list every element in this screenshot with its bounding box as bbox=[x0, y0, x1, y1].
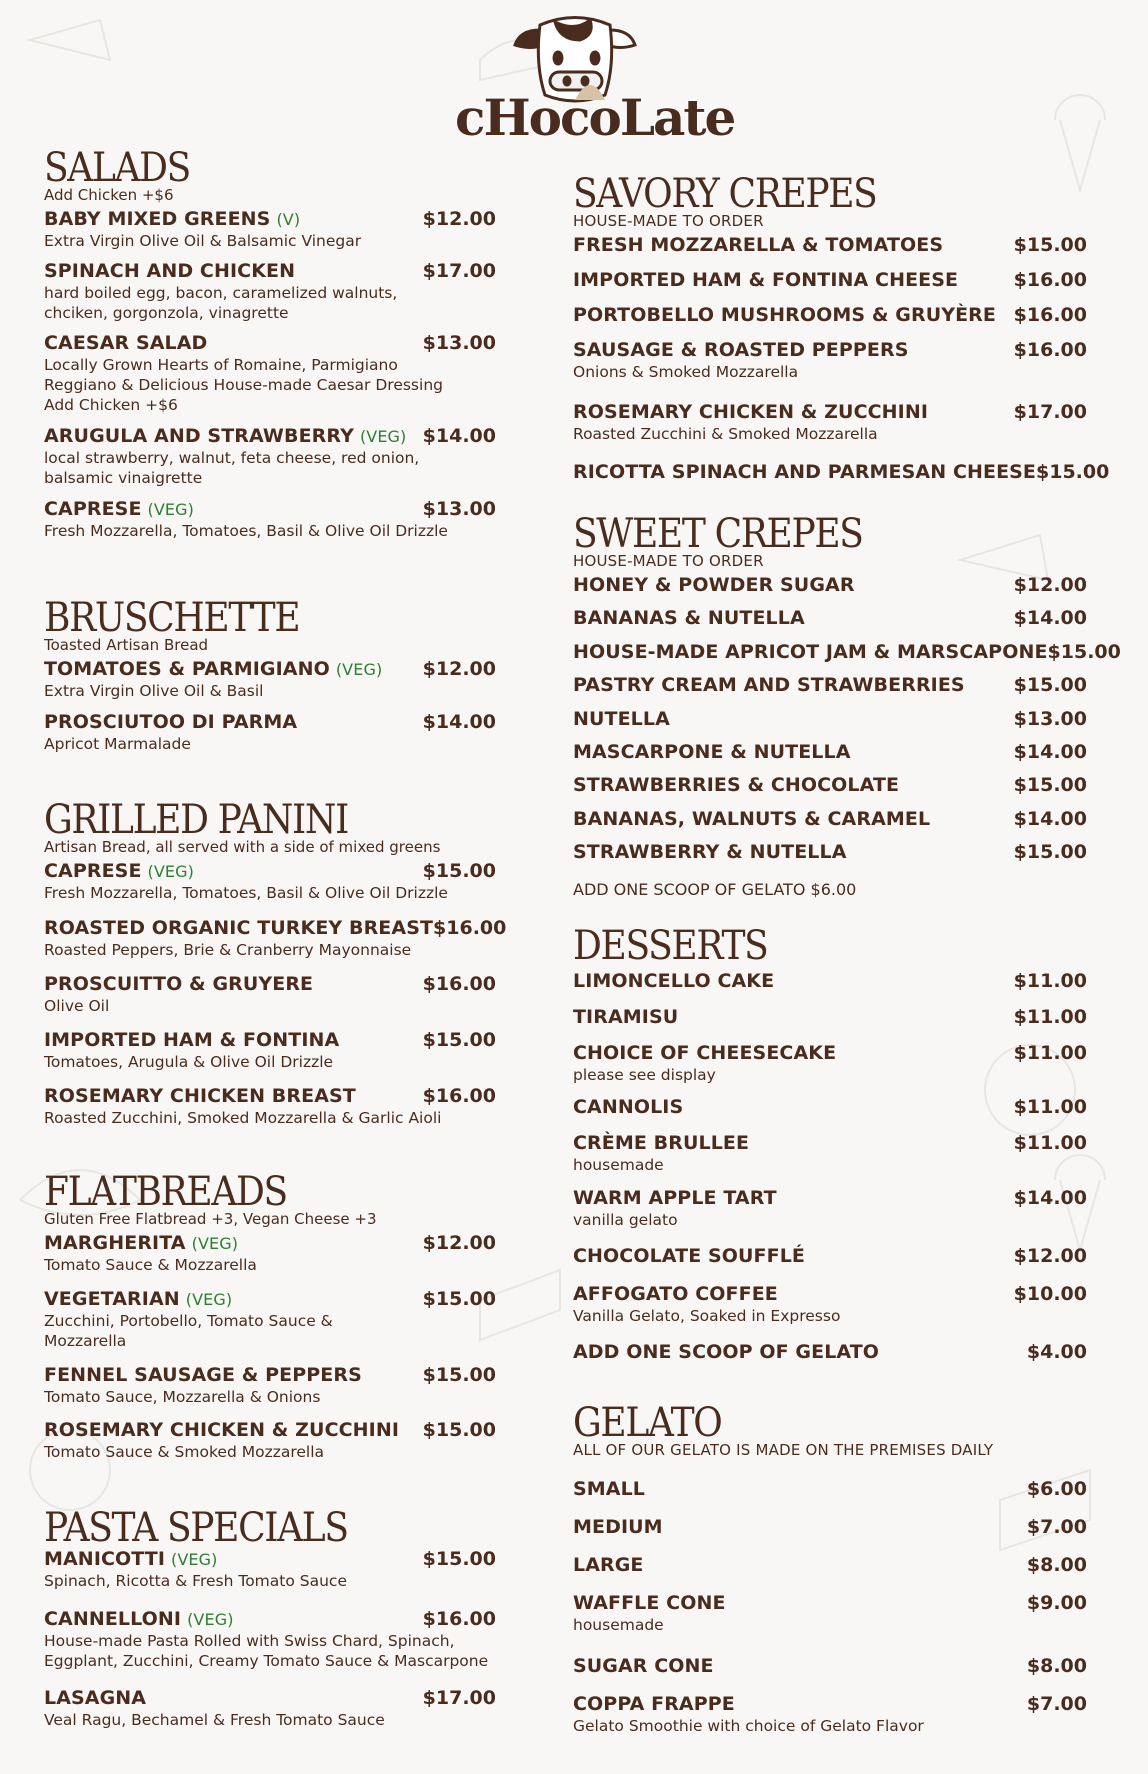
item-description-line3: Add Chicken +$6 bbox=[44, 396, 178, 414]
item-name: RICOTTA SPINACH AND PARMESAN CHEESE bbox=[573, 461, 1037, 483]
section-title: BRUSCHETTE bbox=[44, 595, 300, 641]
item-name: MASCARPONE & NUTELLA bbox=[573, 741, 851, 763]
item-name: VEGETARIAN (VEG) bbox=[44, 1288, 233, 1310]
item-description-line2: balsamic vinaigrette bbox=[44, 469, 203, 487]
section-title: FLATBREADS bbox=[44, 1169, 287, 1215]
section-subtitle: Toasted Artisan Bread bbox=[44, 636, 209, 654]
item-price: $15.00 bbox=[1036, 461, 1110, 483]
menu-item bbox=[44, 917, 507, 960]
item-description: please see display bbox=[573, 1066, 716, 1084]
panini-section bbox=[44, 797, 507, 1127]
menu-item bbox=[573, 1554, 1087, 1577]
item-price: $15.00 bbox=[422, 1288, 496, 1310]
item-price: $11.00 bbox=[1013, 1096, 1087, 1118]
item-price: $15.00 bbox=[422, 860, 496, 882]
item-description: Roasted Peppers, Brie & Cranberry Mayonnaise bbox=[44, 941, 412, 959]
menu-item bbox=[44, 1288, 496, 1351]
crepe-doodle-icon bbox=[30, 20, 110, 60]
section-subtitle: Artisan Bread, all served with a side of mixed greens bbox=[44, 838, 441, 856]
item-description: Roasted Zucchini & Smoked Mozzarella bbox=[573, 425, 878, 443]
section-title: SAVORY CREPES bbox=[573, 171, 877, 217]
item-description: Apricot Marmalade bbox=[44, 735, 191, 753]
item-name: STRAWBERRIES & CHOCOLATE bbox=[573, 774, 900, 796]
item-name: SPINACH AND CHICKEN bbox=[44, 260, 296, 282]
item-name: LASAGNA bbox=[44, 1687, 147, 1709]
item-description-line2: Reggiano & Delicious House-made Caesar Dressing bbox=[44, 376, 443, 394]
pasta-section bbox=[44, 1505, 496, 1729]
item-price: $12.00 bbox=[422, 208, 496, 230]
menu-item bbox=[573, 841, 1087, 864]
menu-item bbox=[573, 1245, 1087, 1268]
menu-item bbox=[44, 860, 496, 903]
menu-item bbox=[44, 498, 496, 541]
item-price: $6.00 bbox=[1026, 1478, 1087, 1500]
item-description: Veal Ragu, Bechamel & Fresh Tomato Sauce bbox=[44, 1711, 385, 1729]
menu-item bbox=[44, 1419, 496, 1462]
item-name: ROSEMARY CHICKEN & ZUCCHINI bbox=[573, 401, 929, 423]
menu-item bbox=[573, 708, 1087, 731]
item-price: $14.00 bbox=[1013, 741, 1087, 763]
menu-item bbox=[573, 304, 1087, 327]
item-price: $4.00 bbox=[1026, 1341, 1087, 1363]
item-price: $16.00 bbox=[1013, 269, 1087, 291]
item-price: $11.00 bbox=[1013, 1042, 1087, 1064]
item-name: IMPORTED HAM & FONTINA CHEESE bbox=[573, 269, 959, 291]
item-name: FRESH MOZZARELLA & TOMATOES bbox=[573, 234, 944, 256]
section-title: PASTA SPECIALS bbox=[44, 1505, 348, 1551]
item-name: MARGHERITA (VEG) bbox=[44, 1232, 239, 1254]
veg-tag: (VEG) bbox=[185, 1290, 233, 1309]
item-name: PROSCUITTO & GRUYERE bbox=[44, 973, 314, 995]
item-description: Tomato Sauce & Smoked Mozzarella bbox=[44, 1443, 325, 1461]
menu-item bbox=[573, 574, 1087, 597]
veg-tag: (VEG) bbox=[335, 660, 383, 679]
menu-item bbox=[44, 1232, 496, 1275]
menu-item bbox=[573, 401, 1087, 444]
item-price: $12.00 bbox=[1013, 574, 1087, 596]
item-description: Tomatoes, Arugula & Olive Oil Drizzle bbox=[44, 1053, 334, 1071]
item-price: $10.00 bbox=[1013, 1283, 1087, 1305]
item-price: $16.00 bbox=[433, 917, 507, 939]
item-description: Spinach, Ricotta & Fresh Tomato Sauce bbox=[44, 1572, 347, 1590]
item-price: $13.00 bbox=[1013, 708, 1087, 730]
menu-item bbox=[573, 607, 1087, 630]
menu-item bbox=[573, 641, 1121, 664]
item-description: Tomato Sauce, Mozzarella & Onions bbox=[44, 1388, 321, 1406]
item-description: Roasted Zucchini, Smoked Mozzarella & Garlic Aioli bbox=[44, 1109, 442, 1127]
gelato-addon-note: ADD ONE SCOOP OF GELATO $6.00 bbox=[573, 880, 857, 899]
menu-item bbox=[573, 1341, 1087, 1364]
item-price: $16.00 bbox=[422, 973, 496, 995]
item-name: PASTRY CREAM AND STRAWBERRIES bbox=[573, 674, 965, 696]
menu-item bbox=[44, 658, 496, 701]
bruschette-section bbox=[44, 595, 496, 753]
item-price: $14.00 bbox=[1013, 1187, 1087, 1209]
brand-name: cHocoLate bbox=[455, 88, 735, 147]
section-subtitle: Add Chicken +$6 bbox=[44, 186, 174, 204]
item-price: $14.00 bbox=[1013, 607, 1087, 629]
item-name: ADD ONE SCOOP OF GELATO bbox=[573, 1341, 880, 1363]
menu-item bbox=[573, 234, 1087, 257]
sweet-crepes-section bbox=[573, 511, 1121, 899]
item-name: IMPORTED HAM & FONTINA bbox=[44, 1029, 340, 1051]
section-subtitle: HOUSE-MADE TO ORDER bbox=[573, 552, 764, 570]
item-name: LIMONCELLO CAKE bbox=[573, 970, 775, 992]
item-name: BANANAS & NUTELLA bbox=[573, 607, 805, 629]
item-price: $13.00 bbox=[422, 498, 496, 520]
item-name: PORTOBELLO MUSHROOMS & GRUYÈRE bbox=[573, 304, 996, 326]
section-title: GRILLED PANINI bbox=[44, 797, 348, 843]
menu-item bbox=[573, 1478, 1087, 1501]
item-name: STRAWBERRY & NUTELLA bbox=[573, 841, 847, 863]
item-price: $8.00 bbox=[1026, 1655, 1087, 1677]
menu-item bbox=[44, 973, 496, 1016]
item-name: MANICOTTI (VEG) bbox=[44, 1548, 218, 1570]
item-description-line2: chciken, gorgonzola, vinagrette bbox=[44, 304, 289, 322]
item-price: $15.00 bbox=[1013, 674, 1087, 696]
item-price: $16.00 bbox=[1013, 339, 1087, 361]
item-name: HOUSE-MADE APRICOT JAM & MARSCAPONE bbox=[573, 641, 1048, 663]
section-title: SWEET CREPES bbox=[573, 511, 863, 557]
item-name: BABY MIXED GREENS (V) bbox=[44, 208, 301, 230]
item-price: $15.00 bbox=[1013, 841, 1087, 863]
menu-item bbox=[573, 1187, 1087, 1230]
menu-item bbox=[573, 269, 1087, 292]
menu-item bbox=[44, 260, 496, 323]
item-description: housemade bbox=[573, 1156, 664, 1174]
item-price: $17.00 bbox=[422, 1687, 496, 1709]
item-name: SMALL bbox=[573, 1478, 646, 1500]
menu-item bbox=[44, 332, 496, 415]
item-price: $14.00 bbox=[422, 711, 496, 733]
section-subtitle: ALL OF OUR GELATO IS MADE ON THE PREMISES DAILY bbox=[573, 1441, 994, 1459]
item-price: $12.00 bbox=[1013, 1245, 1087, 1267]
menu-item bbox=[44, 1687, 496, 1730]
item-description: Locally Grown Hearts of Romaine, Parmigiano bbox=[44, 356, 398, 374]
item-name: ARUGULA AND STRAWBERRY (VEG) bbox=[44, 425, 407, 447]
menu-item bbox=[44, 1608, 496, 1671]
veg-tag: (VEG) bbox=[171, 1550, 218, 1569]
item-price: $15.00 bbox=[422, 1029, 496, 1051]
menu-item bbox=[573, 1655, 1087, 1678]
item-price: $15.00 bbox=[1047, 641, 1121, 663]
item-name: LARGE bbox=[573, 1554, 644, 1576]
item-price: $12.00 bbox=[422, 1232, 496, 1254]
item-name: ROASTED ORGANIC TURKEY BREAST bbox=[44, 917, 434, 939]
item-price: $15.00 bbox=[422, 1419, 496, 1441]
item-price: $7.00 bbox=[1026, 1516, 1087, 1538]
menu-item bbox=[573, 1132, 1087, 1175]
item-name: BANANAS, WALNUTS & CARAMEL bbox=[573, 808, 931, 830]
section-title: DESSERTS bbox=[573, 923, 768, 969]
item-price: $17.00 bbox=[1013, 401, 1087, 423]
item-description: Extra Virgin Olive Oil & Balsamic Vinegar bbox=[44, 232, 362, 250]
item-description: local strawberry, walnut, feta cheese, red onion, bbox=[44, 449, 420, 467]
item-price: $15.00 bbox=[1013, 234, 1087, 256]
item-name: NUTELLA bbox=[573, 708, 670, 730]
item-price: $15.00 bbox=[1013, 774, 1087, 796]
item-price: $16.00 bbox=[422, 1085, 496, 1107]
item-price: $13.00 bbox=[422, 332, 496, 354]
item-name: SAUSAGE & ROASTED PEPPERS bbox=[573, 339, 909, 361]
item-description: House-made Pasta Rolled with Swiss Chard, Spinach, bbox=[44, 1632, 455, 1650]
item-name: COPPA FRAPPE bbox=[573, 1693, 735, 1715]
flatbreads-section bbox=[44, 1169, 496, 1461]
item-description: Fresh Mozzarella, Tomatoes, Basil & Olive Oil Drizzle bbox=[44, 884, 448, 902]
menu-item bbox=[573, 461, 1110, 484]
item-price: $16.00 bbox=[1013, 304, 1087, 326]
item-description: hard boiled egg, bacon, caramelized walnuts, bbox=[44, 284, 398, 302]
item-name: CAESAR SALAD bbox=[44, 332, 208, 354]
item-name: CRÈME BRULLEE bbox=[573, 1132, 750, 1154]
item-price: $7.00 bbox=[1026, 1693, 1087, 1715]
item-name: WARM APPLE TART bbox=[573, 1187, 777, 1209]
item-name: TOMATOES & PARMIGIANO (VEG) bbox=[44, 658, 383, 680]
menu-item bbox=[573, 1283, 1087, 1326]
item-price: $11.00 bbox=[1013, 1006, 1087, 1028]
menu-item bbox=[573, 1006, 1087, 1029]
item-name: ROSEMARY CHICKEN BREAST bbox=[44, 1085, 356, 1107]
veg-tag: (VEG) bbox=[191, 1234, 239, 1253]
item-description-line2: Eggplant, Zucchini, Creamy Tomato Sauce & Mascarpone bbox=[44, 1652, 489, 1670]
gelato-section bbox=[573, 1400, 1087, 1735]
section-title: GELATO bbox=[573, 1400, 722, 1446]
menu-item bbox=[573, 1042, 1087, 1085]
menu-item bbox=[573, 774, 1087, 797]
item-name: CANNOLIS bbox=[573, 1096, 684, 1118]
menu-item bbox=[573, 339, 1087, 382]
menu-item bbox=[573, 741, 1087, 764]
item-description: Tomato Sauce & Mozzarella bbox=[44, 1256, 257, 1274]
item-description: Olive Oil bbox=[44, 997, 110, 1015]
item-description: vanilla gelato bbox=[573, 1211, 678, 1229]
menu-item bbox=[573, 808, 1087, 831]
menu-item bbox=[573, 674, 1087, 697]
item-name: CANNELLONI (VEG) bbox=[44, 1608, 234, 1630]
salads-section bbox=[44, 145, 496, 540]
veg-tag: (VEG) bbox=[147, 500, 194, 519]
item-description: Gelato Smoothie with choice of Gelato Flavor bbox=[573, 1717, 924, 1735]
item-name: ROSEMARY CHICKEN & ZUCCHINI bbox=[44, 1419, 400, 1441]
item-price: $11.00 bbox=[1013, 1132, 1087, 1154]
menu-item bbox=[44, 1085, 496, 1128]
brand-logo bbox=[455, 10, 735, 150]
menu-item bbox=[573, 1592, 1087, 1635]
menu-item bbox=[44, 1364, 496, 1407]
item-price: $8.00 bbox=[1026, 1554, 1087, 1576]
veg-tag: (VEG) bbox=[187, 1610, 234, 1629]
item-price: $14.00 bbox=[422, 425, 496, 447]
veg-tag: (VEG) bbox=[359, 427, 407, 446]
item-price: $11.00 bbox=[1013, 970, 1087, 992]
menu-item bbox=[573, 1693, 1087, 1736]
item-description: Zucchini, Portobello, Tomato Sauce & bbox=[44, 1312, 333, 1330]
item-name: HONEY & POWDER SUGAR bbox=[573, 574, 855, 596]
item-name: CHOCOLATE SOUFFLÉ bbox=[573, 1245, 805, 1267]
item-description-line2: Mozzarella bbox=[44, 1332, 127, 1350]
item-name: TIRAMISU bbox=[573, 1006, 679, 1028]
menu-item bbox=[573, 970, 1087, 993]
item-description: Onions & Smoked Mozzarella bbox=[573, 363, 799, 381]
section-title: SALADS bbox=[44, 145, 190, 191]
veg-tag: (VEG) bbox=[147, 862, 194, 881]
item-name: AFFOGATO COFFEE bbox=[573, 1283, 778, 1305]
item-description: Fresh Mozzarella, Tomatoes, Basil & Olive Oil Drizzle bbox=[44, 522, 448, 540]
desserts-section bbox=[573, 923, 1087, 1363]
menu-item bbox=[44, 711, 496, 754]
item-name: CAPRESE (VEG) bbox=[44, 860, 194, 882]
section-subtitle: HOUSE-MADE TO ORDER bbox=[573, 212, 764, 230]
item-price: $15.00 bbox=[422, 1548, 496, 1570]
item-price: $9.00 bbox=[1026, 1592, 1087, 1614]
item-price: $15.00 bbox=[422, 1364, 496, 1386]
menu-item bbox=[44, 425, 496, 488]
veg-tag: (V) bbox=[276, 210, 301, 229]
menu-item bbox=[44, 1548, 496, 1591]
item-description: Extra Virgin Olive Oil & Basil bbox=[44, 682, 264, 700]
menu-item bbox=[573, 1096, 1087, 1119]
item-price: $14.00 bbox=[1013, 808, 1087, 830]
item-description: Vanilla Gelato, Soaked in Expresso bbox=[573, 1307, 841, 1325]
item-price: $16.00 bbox=[422, 1608, 496, 1630]
item-price: $17.00 bbox=[422, 260, 496, 282]
item-name: PROSCIUTOO DI PARMA bbox=[44, 711, 298, 733]
menu-item bbox=[573, 1516, 1087, 1539]
savory-crepes-section bbox=[573, 171, 1110, 483]
section-subtitle: Gluten Free Flatbread +3, Vegan Cheese +3 bbox=[44, 1210, 377, 1228]
item-name: CHOICE OF CHEESECAKE bbox=[573, 1042, 837, 1064]
item-name: WAFFLE CONE bbox=[573, 1592, 726, 1614]
item-name: FENNEL SAUSAGE & PEPPERS bbox=[44, 1364, 362, 1386]
item-name: MEDIUM bbox=[573, 1516, 663, 1538]
item-name: SUGAR CONE bbox=[573, 1655, 714, 1677]
menu-item bbox=[44, 208, 496, 251]
item-description: housemade bbox=[573, 1616, 664, 1634]
item-name: CAPRESE (VEG) bbox=[44, 498, 194, 520]
item-price: $12.00 bbox=[422, 658, 496, 680]
menu-item bbox=[44, 1029, 496, 1072]
